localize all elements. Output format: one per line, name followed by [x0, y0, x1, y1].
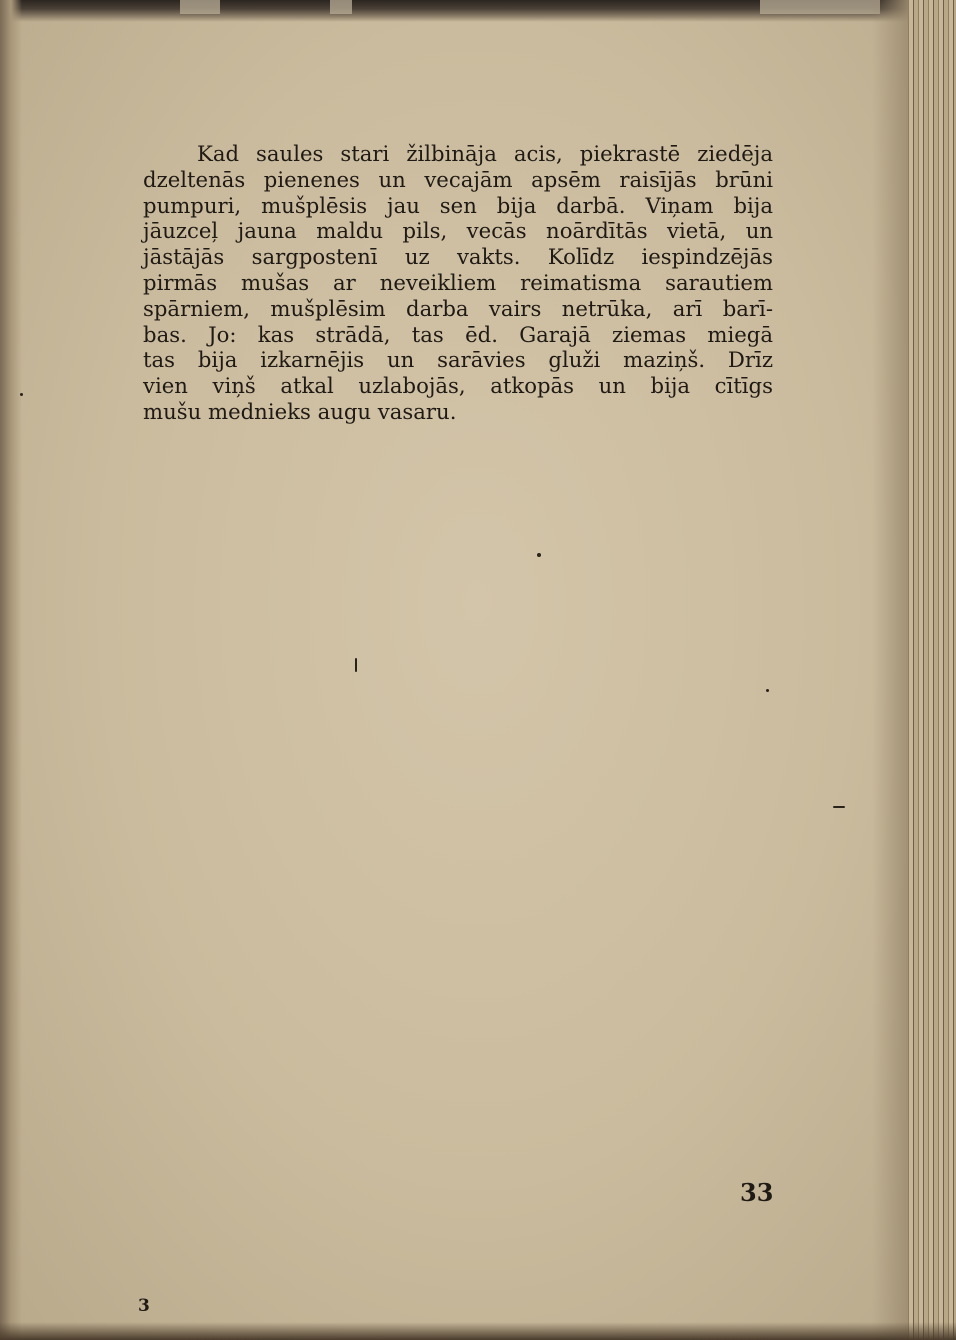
paragraph-line: Kad saules stari žilbināja acis, piekrastē ziedēja	[197, 141, 773, 166]
paragraph-line: jāuzceļ jauna maldu pils, vecās noārdītās vietā, un	[143, 218, 773, 244]
paragraph-line: mušu mednieks augu vasaru.	[143, 398, 457, 424]
paper-speck	[537, 553, 541, 557]
paragraph-line: pumpuri, mušplēsis jau sen bija darbā. Viņam bija	[143, 192, 773, 218]
book-spine-edges	[908, 0, 956, 1340]
page-bottom-edge	[0, 1322, 956, 1340]
page-top-edge	[0, 0, 956, 22]
paragraph-line: jāstājās sargpostenī uz vakts. Kolīdz iespindzējās	[143, 244, 773, 270]
page-left-edge	[0, 0, 22, 1340]
body-paragraph	[143, 141, 773, 425]
paper-speck	[766, 689, 769, 692]
paragraph-line: spārniem, mušplēsim darba vairs netrūka, arī barī-	[143, 295, 773, 321]
paragraph-line: dzeltenās pienenes un vecajām apsēm raisījās brūni	[143, 166, 773, 192]
paragraph-line: pirmās mušas ar neveikliem reimatisma sarautiem	[143, 269, 773, 295]
paragraph-line: vien viņš atkal uzlabojās, atkopās un bija cītīgs	[143, 373, 773, 399]
paper-speck	[833, 806, 845, 808]
paragraph-line: bas. Jo: kas strādā, tas ēd. Garajā ziemas miegā	[143, 321, 773, 347]
paragraph-line: tas bija izkarnējis un sarāvies gluži maziņš. Drīz	[143, 347, 773, 373]
spine-shadow	[872, 0, 912, 1340]
paper-speck	[20, 393, 23, 396]
paper-speck	[355, 658, 357, 672]
page-number: 33	[740, 1178, 774, 1207]
signature-mark: 3	[138, 1296, 150, 1316]
